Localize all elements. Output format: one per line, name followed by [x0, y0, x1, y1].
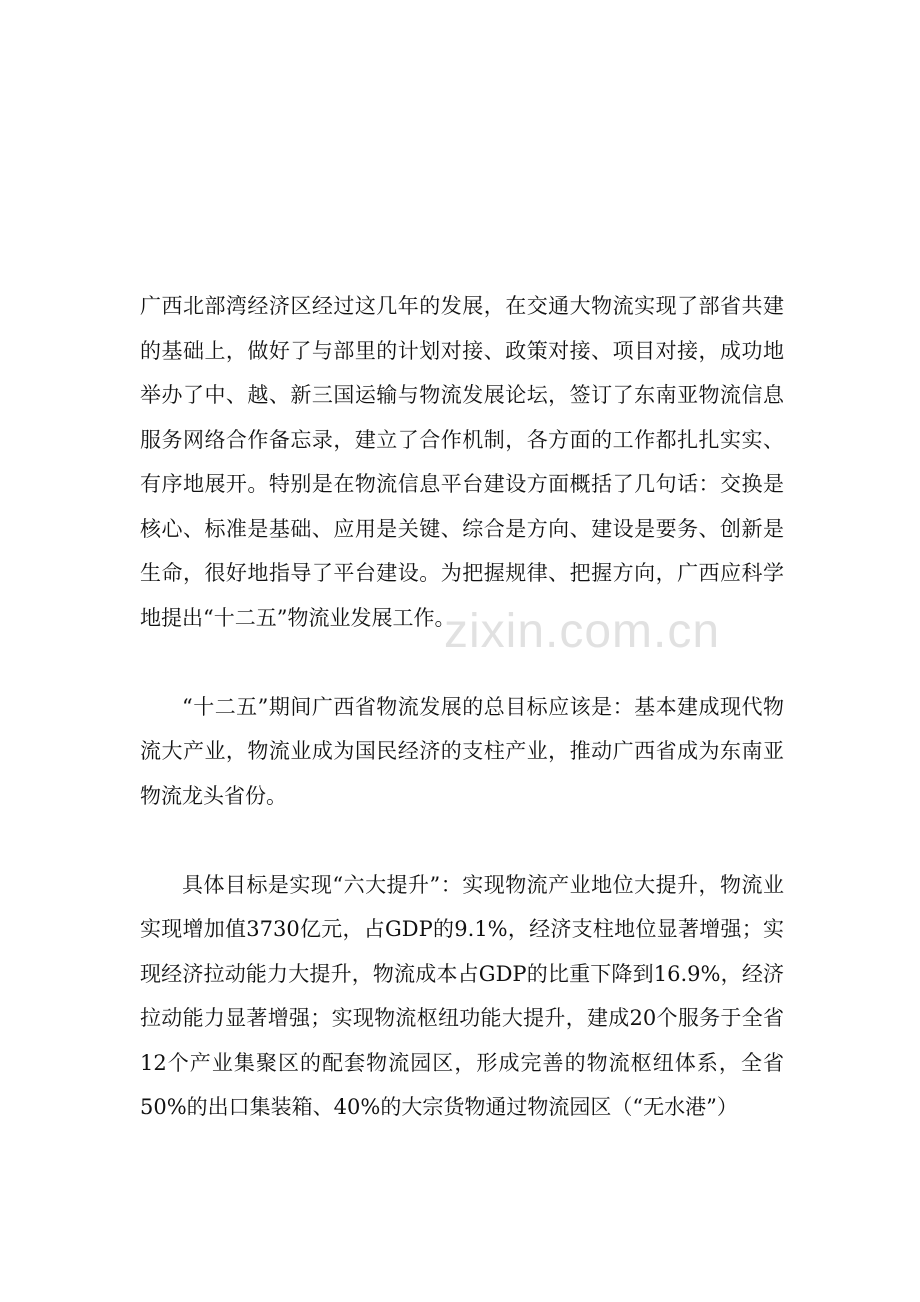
paragraph-development-summary: 广西北部湾经济区经过这几年的发展，在交通大物流实现了部省共建的基础上，做好了与部里的计划对接、政策对接、项目对接，成功地举办了中、越、新三国运输与物流发展论坛，签订了东南亚物流信息服务网络合作备忘录，建立了合作机制，各方面的工作都扎扎实实、有序地展开。特别是在物流信息平台建设方面概括了几句话：交换是核心、标准是基础、应用是关键、综合是方向、建设是要务、创新是生命，很好地指导了平台建设。为把握规律、把握方向，广西应科学地提出“十二五”物流业发展工作。: [140, 294, 784, 630]
document-body: [140, 284, 784, 1130]
paragraph-overall-goal: “十二五”期间广西省物流发展的总目标应该是：基本建成现代物流大产业，物流业成为国民经济的支柱产业，推动广西省成为东南亚物流龙头省份。: [140, 694, 784, 808]
watermark: zixin.com.cn: [444, 605, 721, 658]
paragraph-specific-goals: 具体目标是实现“六大提升”：实现物流产业地位大提升，物流业实现增加值3730亿元，占GDP的9.1%，经济支柱地位显著增强；实现经济拉动能力大提升，物流成本占GDP的比重下降到16.9%，经济拉动能力显著增强；实现物流枢纽功能大提升，建成20个服务于全省12个产业集聚区的配套物流园区，形成完善的物流枢纽体系，全省50%的出口集装箱、40%的大宗货物通过物流园区（“无水港”）: [140, 872, 784, 1119]
